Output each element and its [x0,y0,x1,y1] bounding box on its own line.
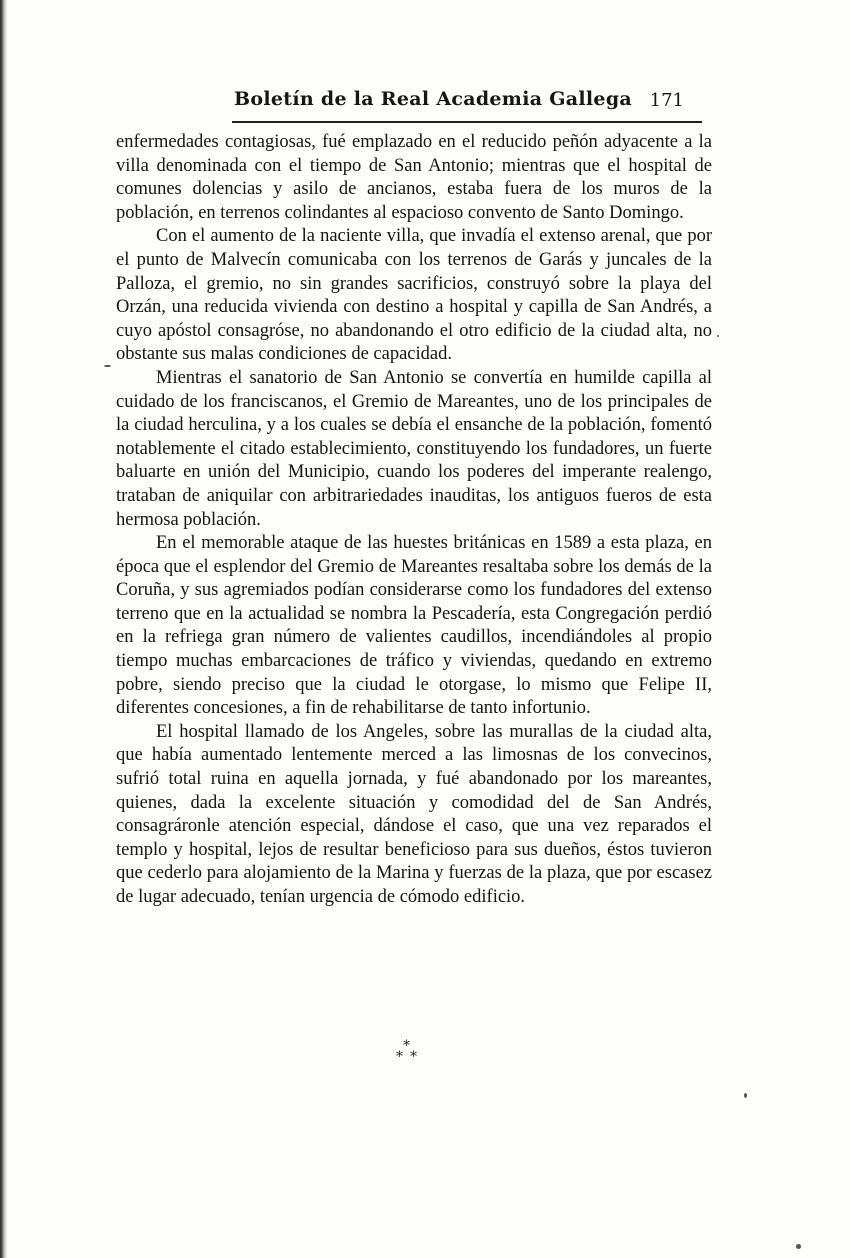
header-rule [232,121,702,123]
asterism-star-right: * [410,1049,417,1065]
scan-speck [104,365,111,367]
body-text [116,131,712,910]
paragraph-5: El hospital llamado de los Angeles, sobre las murallas de la ciudad alta, que había aumentado lentemente merced a las limosnas de los convecinos, sufrió total ruina en aquella jornada, y fué abandonado por los mareantes, quienes, dada la excelente situación y comodidad del de San Andrés, consagráronle atención especial, dándose el caso, que una vez reparados el templo y hospital, lejos de resultar beneficioso para sus dueños, éstos tuvieron que cederlo para alojamiento de la Marina y fuerzas de la plaza, que por escasez de lugar adecuado, tenían urgencia de cómodo edificio. [116,721,712,907]
paragraph-4: En el memorable ataque de las huestes británicas en 1589 a esta plaza, en época que el esplendor del Gremio de Mareantes resaltaba sobre los demás de la Coruña, y sus agremiados podían considerarse como los fundadores del extenso terreno que en la actualidad se nombra la Pescadería, esta Congregación perdió en la refriega gran número de valientes caudillos, incendiándoles al propio tiempo muchas embarcaciones de tráfico y viviendas, quedando en extremo pobre, siendo preciso que la ciudad le otorgase, lo mismo que Felipe II, diferentes concesiones, a fin de rehabilitarse de tanto infortunio. [116,533,712,719]
scan-speck [744,1093,747,1098]
paragraph-3: Mientras el sanatorio de San Antonio se convertía en humilde capilla al cuidado de los franciscanos, el Gremio de Mareantes, uno de los principales de la ciudad herculina, y a los cuales se debía el ensanche de la población, fomentó notablemente el citado establecimiento, constituyendo los fundadores, un fuerte baluarte en unión del Municipio, cuando los poderes del imperante realengo, trataban de aniquilar con arbitrariedades inauditas, los antiguos fueros de esta hermosa población. [116,367,712,530]
scan-speck [796,1244,801,1249]
running-title: Boletín de la Real Academia Gallega [234,88,633,110]
page-header [234,88,696,118]
paragraph-2: Con el aumento de la naciente villa, que invadía el extenso arenal, que por el punto de Malvecín comunicaba con los terrenos de Garás y juncales de la Palloza, el gremio, no sin grandes sacrificios, construyó sobre la playa del Orzán, una reducida vivienda con destino a hospital y capilla de San Andrés, a cuyo apóstol consagróse, no abandonando el otro edificio de la ciudad alta, no obstante sus malas condiciones de capacidad. [116,226,712,365]
asterism-star-top: * [403,1038,410,1054]
paragraph-1: enfermedades contagiosas, fué emplazado en el reducido peñón adyacente a la villa denominada con el tiempo de San Antonio; mientras que el hospital de comunes dolencias y asilo de ancianos, estaba fuera de los muros de la población, en terrenos colindantes al espacioso convento de Santo Domingo. [116,132,712,223]
page-binding-edge [0,0,7,1258]
section-separator-asterism [394,1038,422,1068]
scan-speck [717,335,719,337]
asterism-star-left: * [396,1049,403,1065]
page-number: 171 [649,90,684,111]
